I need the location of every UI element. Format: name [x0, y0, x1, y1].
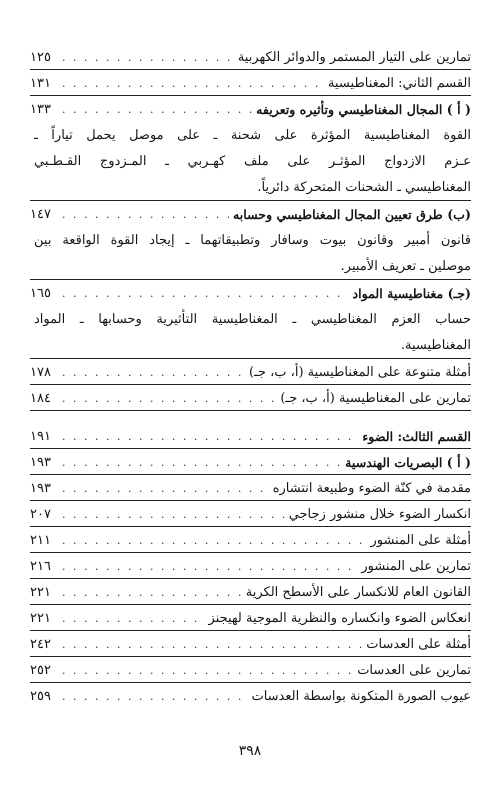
- dot-leader: [60, 482, 269, 495]
- dot-leader: [60, 586, 242, 599]
- description-line: المغناطيسي ـ الشحنات المتحركة دائرياً.: [257, 180, 471, 195]
- toc-entry: [30, 631, 471, 657]
- toc-entry-title: تمارين على المغناطيسية (أ، ب، جـ): [280, 390, 471, 406]
- toc-entry: [30, 683, 471, 709]
- toc-entry-title: أمثلة على المنشور: [370, 532, 471, 548]
- toc-entry-title: انعكاس الضوء وانكساره والنظرية الموجية لهيجنز: [208, 610, 471, 626]
- toc-entry: [30, 553, 471, 579]
- toc-entry-page: ٢٢١: [30, 584, 51, 600]
- dot-leader: [60, 103, 252, 116]
- toc-entry: [30, 527, 471, 553]
- toc-entry-title: القسم الثاني: المغناطيسية: [328, 75, 471, 91]
- toc-entry-title: أمثلة على العدسات: [366, 636, 471, 652]
- divider: [30, 410, 471, 411]
- toc-entry-page: ٢١١: [30, 532, 51, 548]
- toc-entry-page: ١٣٣: [30, 101, 51, 117]
- dot-leader: [60, 208, 229, 221]
- toc-entry-title: عيوب الصورة المتكونة بواسطة العدسات: [251, 688, 471, 704]
- dot-leader: [60, 430, 358, 443]
- toc-entry: [30, 501, 471, 527]
- toc-entry: [30, 579, 471, 605]
- toc-entry-page: ١٩٣: [30, 480, 51, 496]
- toc-entry-page: ١٩١: [30, 428, 51, 444]
- dot-leader: [60, 77, 324, 90]
- dot-leader: [60, 392, 276, 405]
- toc-entry: [30, 44, 471, 70]
- toc-entry-page: ١٣١: [30, 75, 51, 91]
- dot-leader: [60, 456, 341, 469]
- dot-leader: [60, 638, 362, 651]
- description-line: القوة المغناطيسية المؤثرة على شحنة ـ على موصل يحمل تياراً ـ: [34, 127, 471, 143]
- toc-entry-title: ( أ ) المجال المغناطيسي وتأثيره وتعريفه: [256, 101, 471, 117]
- page-number: ٣٩٨: [238, 743, 262, 759]
- dot-leader: [60, 508, 285, 521]
- description-line: حساب العزم المغناطيسي ـ المغناطيسية التأثيرية وحسابها ـ المواد: [34, 311, 471, 327]
- toc-entry-title: (جـ) مغناطيسية المواد: [352, 285, 471, 301]
- toc-entry-page: ٢١٦: [30, 558, 51, 574]
- dot-leader: [60, 534, 366, 547]
- toc-entry-title: أمثلة متنوعة على المغناطيسية (أ، ب، جـ): [249, 364, 471, 380]
- toc-entry: [30, 449, 471, 475]
- toc-entry-page: ١٧٨: [30, 364, 51, 380]
- toc-entry-title: ( أ ) البصريات الهندسية: [345, 454, 471, 470]
- toc-entry-page: ٢٢١: [30, 610, 51, 626]
- toc-entry-description: [30, 227, 471, 280]
- toc-entry-page: ٢٥٢: [30, 662, 51, 678]
- toc-entry: [30, 70, 471, 96]
- dot-leader: [60, 366, 245, 379]
- toc-entry: [30, 385, 471, 411]
- toc-entry-page: ١٩٣: [30, 454, 51, 470]
- toc-entry-title: انكسار الضوء خلال منشور زجاجي: [288, 506, 471, 522]
- toc-entry-title: تمارين على المنشور: [361, 558, 471, 574]
- toc-entry-title: تمارين على التيار المستمر والدوائر الكهربية: [237, 49, 471, 65]
- toc-entry-title: مقدمة في كنّة الضوء وطبيعة انتشاره: [272, 480, 471, 496]
- toc-entry-title: القسم الثالث: الضوء: [362, 428, 471, 444]
- dot-leader: [60, 664, 353, 677]
- toc-entry-description: [30, 306, 471, 359]
- toc-entry-title: القانون العام للانكسار على الأسطح الكرية: [245, 584, 471, 600]
- description-line: قانون أمبير وقانون بيوت وسافار وتطبيقاتهما ـ إيجاد القوة الواقعة بين: [34, 232, 471, 248]
- toc-entry-page: ٢٥٩: [30, 688, 51, 704]
- table-of-contents: [30, 44, 471, 709]
- toc-entry: [30, 96, 471, 122]
- toc-entry-page: ٢٠٧: [30, 506, 51, 522]
- dot-leader: [60, 560, 357, 573]
- toc-entry: [30, 423, 471, 449]
- dot-leader: [60, 287, 349, 300]
- toc-entry-page: ١٨٤: [30, 390, 51, 406]
- toc-entry-page: ١٢٥: [30, 49, 51, 65]
- toc-entry-description: [30, 122, 471, 201]
- toc-entry: [30, 605, 471, 631]
- toc-entry: [30, 657, 471, 683]
- toc-entry: [30, 280, 471, 306]
- description-line: موصلين ـ تعريف الأمبير.: [340, 259, 471, 274]
- toc-entry-title: (ب) طرق تعيين المجال المغناطيسي وحسابه: [232, 206, 471, 222]
- dot-leader: [60, 690, 247, 703]
- toc-entry: [30, 201, 471, 227]
- toc-entry-page: ٢٤٢: [30, 636, 51, 652]
- toc-entry-page: ١٦٥: [30, 285, 51, 301]
- toc-entry-title: تمارين على العدسات: [357, 662, 471, 678]
- description-line: المغناطيسية.: [400, 338, 471, 353]
- dot-leader: [60, 51, 234, 64]
- toc-entry-page: ١٤٧: [30, 206, 51, 222]
- dot-leader: [60, 612, 205, 625]
- toc-entry: [30, 359, 471, 385]
- toc-entry: [30, 475, 471, 501]
- description-line: عـزم الازدواج المؤثـر على ملف كهـربي ـ المـزدوج القـطـبي: [34, 153, 471, 169]
